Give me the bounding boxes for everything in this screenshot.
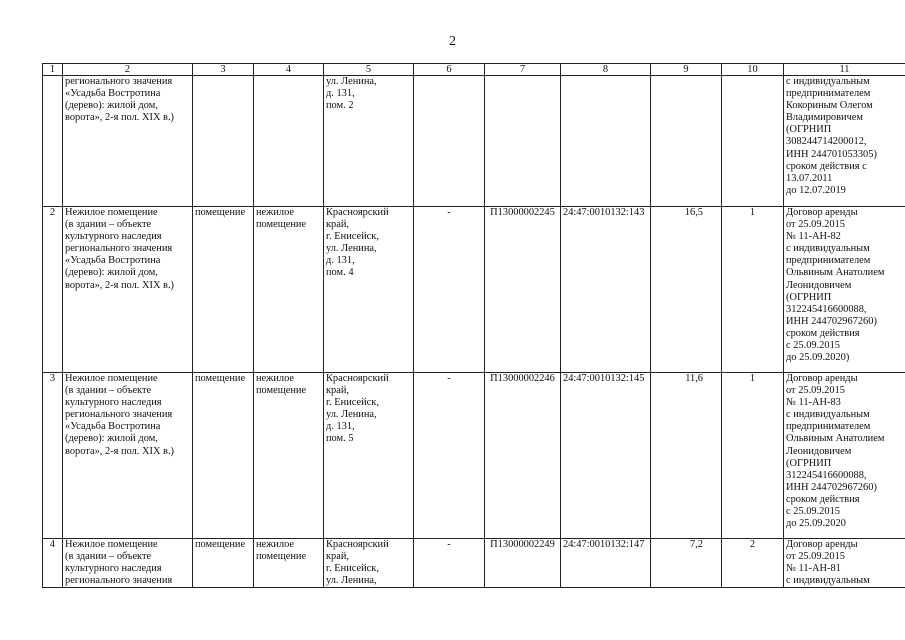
area-cell: 16,5: [651, 207, 722, 373]
lease-contract-cell-line: (ОГРНИП: [786, 457, 832, 469]
purpose-cell-line: помещение: [256, 385, 307, 397]
lease-contract-cell-line: с индивидуальным: [786, 575, 870, 587]
address-cell-line: ул. Ленина,: [326, 575, 377, 587]
column-header: 10: [722, 64, 784, 76]
property-register-table: [42, 63, 905, 588]
address-cell-line: д. 131,: [326, 255, 355, 267]
column-header: 3: [193, 64, 254, 76]
address-cell-line: г. Енисейск,: [326, 563, 379, 575]
address-cell-line: д. 131,: [326, 88, 355, 100]
lease-contract-cell-line: Леонидовичем: [786, 279, 852, 291]
floor-cell: 2: [722, 539, 784, 588]
address-cell-line: Красноярский: [326, 207, 389, 218]
lease-contract-cell: [784, 76, 905, 207]
lease-contract-cell-line: предпринимателем: [786, 421, 871, 433]
address-cell-line: г. Енисейск,: [326, 231, 379, 243]
object-name-cell-line: «Усадьба Востротина: [65, 255, 161, 267]
cadastral-number-cell: 24:47:0010132:147: [561, 539, 651, 588]
object-name-cell-line: культурного наследия: [65, 563, 162, 575]
lease-contract-cell-line: от 25.09.2015: [786, 551, 845, 563]
object-name-cell-line: регионального значения: [65, 575, 173, 587]
address-cell-line: Красноярский: [326, 373, 389, 384]
address-cell-line: ул. Ленина,: [326, 76, 377, 87]
object-name-cell-line: (дерево): жилой дом,: [65, 267, 158, 279]
object-name-cell-line: регионального значения: [65, 409, 173, 421]
col6-cell: -: [414, 373, 485, 539]
address-cell: [324, 207, 414, 373]
object-name-cell-line: (в здании – объекте: [65, 385, 152, 397]
cadastral-number-cell: 24:47:0010132:145: [561, 373, 651, 539]
floor-cell: 1: [722, 207, 784, 373]
row-number-cell: 2: [43, 207, 63, 373]
table-row: [43, 539, 905, 588]
registry-number-cell: П13000002249: [485, 539, 561, 588]
purpose-cell-line: нежилое: [256, 539, 295, 550]
lease-contract-cell-line: сроком действия: [786, 493, 860, 505]
lease-contract-cell-line: № 11-АН-82: [786, 231, 841, 243]
object-name-cell: [63, 539, 193, 588]
lease-contract-cell-line: до 12.07.2019: [786, 184, 846, 196]
col6-cell: [414, 76, 485, 207]
lease-contract-cell: [784, 207, 905, 373]
object-name-cell-line: (в здании – объекте: [65, 219, 152, 231]
address-cell-line: пом. 5: [326, 433, 354, 445]
lease-contract-cell-line: с индивидуальным: [786, 243, 870, 255]
column-header: 4: [254, 64, 324, 76]
table-row: [43, 373, 905, 539]
object-name-cell-line: Нежилое помещение: [65, 207, 158, 218]
page-number: 2: [449, 34, 456, 49]
column-header: 2: [63, 64, 193, 76]
object-type-cell: помещение: [193, 539, 254, 588]
purpose-cell-line: помещение: [256, 551, 307, 563]
purpose-cell: [254, 539, 324, 588]
object-name-cell-line: регионального значения: [65, 76, 173, 87]
object-name-cell-line: «Усадьба Востротина: [65, 421, 161, 433]
lease-contract-cell-line: Кокориным Олегом: [786, 100, 873, 112]
area-cell: 7,2: [651, 539, 722, 588]
floor-cell: [722, 76, 784, 207]
address-cell-line: пом. 4: [326, 267, 354, 279]
address-cell: [324, 539, 414, 588]
address-cell-line: ул. Ленина,: [326, 409, 377, 421]
column-number-row: [43, 64, 905, 76]
lease-contract-cell-line: 308244714200012,: [786, 136, 867, 148]
registry-number-cell: П13000002246: [485, 373, 561, 539]
lease-contract-cell-line: ИНН 244702967260): [786, 481, 877, 493]
object-name-cell-line: (дерево): жилой дом,: [65, 433, 158, 445]
lease-contract-cell-line: Договор аренды: [786, 373, 858, 384]
registry-number-cell: П13000002245: [485, 207, 561, 373]
cadastral-number-cell: 24:47:0010132:143: [561, 207, 651, 373]
object-name-cell-line: культурного наследия: [65, 231, 162, 243]
object-name-cell: [63, 76, 193, 207]
lease-contract-cell-line: от 25.09.2015: [786, 385, 845, 397]
address-cell-line: Красноярский: [326, 539, 389, 550]
lease-contract-cell-line: Владимировичем: [786, 112, 863, 124]
table-row: [43, 76, 905, 207]
lease-contract-cell: [784, 539, 905, 588]
lease-contract-cell-line: предпринимателем: [786, 88, 871, 100]
lease-contract-cell-line: с 25.09.2015: [786, 506, 840, 518]
column-header: 11: [784, 64, 905, 76]
lease-contract-cell-line: 312245416600088,: [786, 303, 867, 315]
column-header: 9: [651, 64, 722, 76]
object-name-cell: [63, 207, 193, 373]
lease-contract-cell-line: сроком действия: [786, 327, 860, 339]
lease-contract-cell-line: № 11-АН-81: [786, 563, 841, 575]
object-name-cell-line: Нежилое помещение: [65, 539, 158, 550]
object-type-cell: помещение: [193, 207, 254, 373]
address-cell-line: ул. Ленина,: [326, 243, 377, 255]
lease-contract-cell-line: ИНН 244702967260): [786, 315, 877, 327]
lease-contract-cell-line: с индивидуальным: [786, 76, 870, 87]
column-header: 5: [324, 64, 414, 76]
lease-contract-cell-line: Договор аренды: [786, 539, 858, 550]
row-number-cell: [43, 76, 63, 207]
object-name-cell-line: регионального значения: [65, 243, 173, 255]
lease-contract-cell-line: № 11-АН-83: [786, 397, 841, 409]
lease-contract-cell-line: до 25.09.2020: [786, 518, 846, 530]
lease-contract-cell-line: (ОГРНИП: [786, 124, 832, 136]
address-cell-line: г. Енисейск,: [326, 397, 379, 409]
object-type-cell: помещение: [193, 373, 254, 539]
column-header: 1: [43, 64, 63, 76]
purpose-cell: [254, 207, 324, 373]
lease-contract-cell-line: Ольвиным Анатолием: [786, 433, 885, 445]
cadastral-number-cell: [561, 76, 651, 207]
row-number-cell: 3: [43, 373, 63, 539]
row-number-cell: 4: [43, 539, 63, 588]
area-cell: [651, 76, 722, 207]
column-header: 7: [485, 64, 561, 76]
table-row: [43, 207, 905, 373]
registry-number-cell: [485, 76, 561, 207]
address-cell-line: край,: [326, 219, 350, 231]
object-name-cell-line: (дерево): жилой дом,: [65, 100, 158, 112]
area-cell: 11,6: [651, 373, 722, 539]
purpose-cell: [254, 373, 324, 539]
lease-contract-cell-line: 13.07.2011: [786, 172, 833, 184]
lease-contract-cell-line: (ОГРНИП: [786, 291, 832, 303]
lease-contract-cell-line: сроком действия с: [786, 160, 867, 172]
object-name-cell-line: ворота», 2-я пол. XIX в.): [65, 279, 175, 291]
lease-contract-cell-line: ИНН 244701053305): [786, 148, 877, 160]
object-name-cell-line: культурного наследия: [65, 397, 162, 409]
purpose-cell-line: помещение: [256, 219, 307, 231]
address-cell: [324, 373, 414, 539]
lease-contract-cell-line: Ольвиным Анатолием: [786, 267, 885, 279]
lease-contract-cell-line: с индивидуальным: [786, 409, 870, 421]
column-header: 8: [561, 64, 651, 76]
col6-cell: -: [414, 207, 485, 373]
lease-contract-cell-line: Договор аренды: [786, 207, 858, 218]
purpose-cell-line: нежилое: [256, 373, 295, 384]
address-cell-line: край,: [326, 551, 350, 563]
col6-cell: -: [414, 539, 485, 588]
purpose-cell: [254, 76, 324, 207]
column-header: 6: [414, 64, 485, 76]
lease-contract-cell-line: предпринимателем: [786, 255, 871, 267]
address-cell-line: край,: [326, 385, 350, 397]
lease-contract-cell-line: Леонидовичем: [786, 445, 852, 457]
lease-contract-cell-line: до 25.09.2020): [786, 352, 850, 364]
lease-contract-cell-line: 312245416600088,: [786, 469, 867, 481]
lease-contract-cell: [784, 373, 905, 539]
object-name-cell: [63, 373, 193, 539]
address-cell-line: д. 131,: [326, 421, 355, 433]
address-cell: [324, 76, 414, 207]
address-cell-line: пом. 2: [326, 100, 354, 112]
object-name-cell-line: «Усадьба Востротина: [65, 88, 161, 100]
object-type-cell: [193, 76, 254, 207]
lease-contract-cell-line: с 25.09.2015: [786, 340, 840, 352]
object-name-cell-line: ворота», 2-я пол. XIX в.): [65, 112, 175, 124]
object-name-cell-line: Нежилое помещение: [65, 373, 158, 384]
object-name-cell-line: ворота», 2-я пол. XIX в.): [65, 445, 175, 457]
floor-cell: 1: [722, 373, 784, 539]
lease-contract-cell-line: от 25.09.2015: [786, 219, 845, 231]
object-name-cell-line: (в здании – объекте: [65, 551, 152, 563]
purpose-cell-line: нежилое: [256, 207, 295, 218]
